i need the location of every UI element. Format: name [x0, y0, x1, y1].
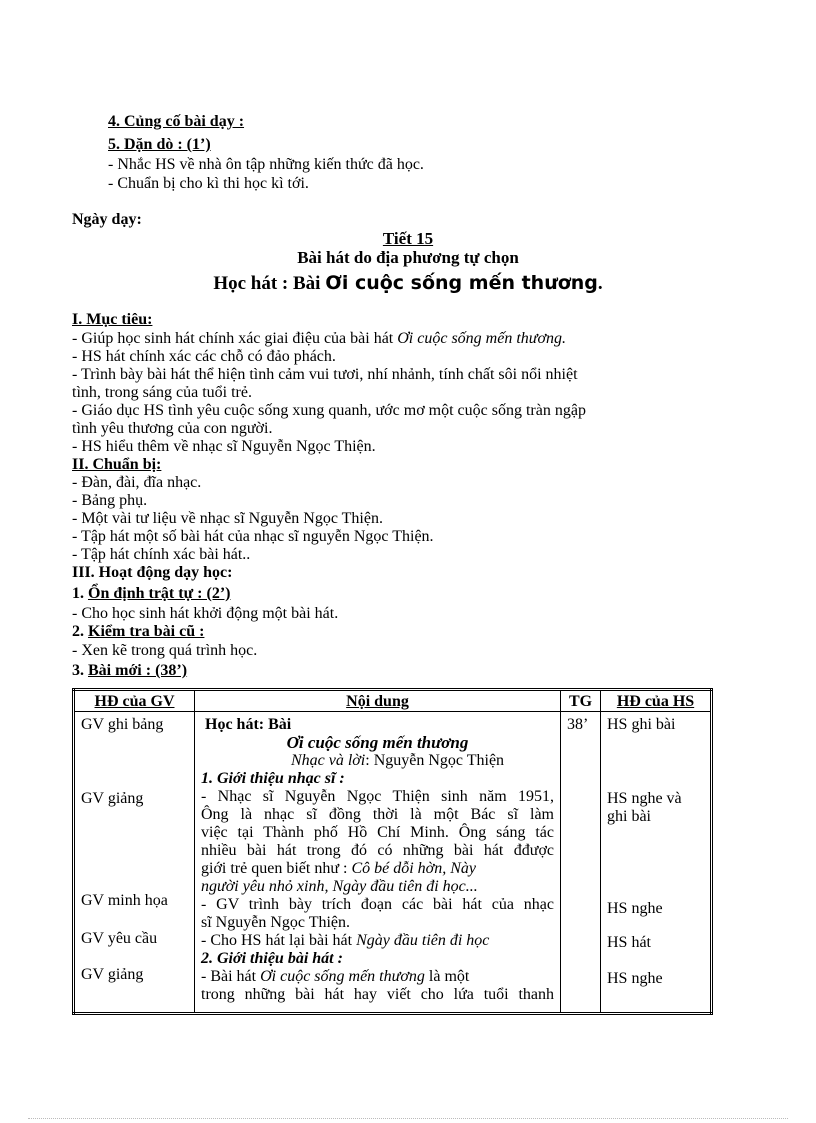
content-line-8: nhiều bài hát trong đó có những bài hát đđược: [201, 842, 554, 859]
objective-1-song: Ơi cuộc sống mến thương.: [397, 330, 567, 347]
header-time: TG: [561, 690, 601, 712]
objective-1-text: - Giúp học sinh hát chính xác giai điệu của bài hát: [72, 330, 398, 347]
homework-line-1: - Nhắc HS về nhà ôn tập những kiến thức đã học.: [108, 156, 424, 173]
content-line-15-song: Ơi cuộc sống mến thương: [260, 968, 425, 985]
content-line-9: [201, 860, 554, 878]
content-line-13-song: Ngày đầu tiên đi học: [356, 932, 490, 949]
step-3-number: 3.: [72, 662, 88, 679]
activities-heading: III. Hoạt động dạy học:: [72, 564, 233, 581]
author-name: : Nguyễn Ngọc Thiện: [365, 752, 505, 769]
gv-item-5: GV giảng: [81, 966, 144, 983]
gv-item-1: GV ghi bảng: [81, 716, 164, 733]
step-1-title: Ổn định trật tự : (2’): [88, 585, 231, 602]
prep-item-2: - Bảng phụ.: [72, 492, 148, 509]
content-line-9-text: giới trẻ quen biết như :: [201, 860, 352, 877]
objectives-heading: [72, 311, 152, 329]
content-section-1-heading: 1. Giới thiệu nhạc sĩ :: [201, 770, 345, 787]
time-value: 38’: [567, 716, 589, 733]
homework-line-2: - Chuẩn bị cho kì thi học kì tới.: [108, 175, 309, 192]
hs-item-1: HS ghi bài: [607, 716, 676, 733]
prep-item-4: - Tập hát một số bài hát của nhạc sĩ nguyễn Ngọc Thiện.: [72, 528, 434, 545]
content-section-2-heading: 2. Giới thiệu bài hát :: [201, 950, 343, 967]
header-student-activity: HĐ của HS: [601, 690, 712, 712]
objectives-title: I. Mục tiêu:: [72, 311, 153, 328]
objective-4: - Giáo dục HS tình yêu cuộc sống xung quanh, ước mơ một cuộc sống tràn ngập: [72, 402, 586, 419]
objective-4-cont: tình yêu thương của con người.: [72, 420, 273, 437]
hs-item-4: HS hát: [607, 934, 651, 951]
hs-item-2-cont: ghi bài: [607, 808, 651, 825]
date-label: Ngày dạy:: [72, 211, 142, 228]
objective-1: [72, 330, 566, 348]
prep-item-3: - Một vài tư liệu về nhạc sĩ Nguyễn Ngọc Thiện.: [72, 510, 383, 527]
content-line-13: [201, 932, 554, 950]
hs-item-2: HS nghe và: [607, 790, 682, 807]
objective-3: - Trình bày bài hát thể hiện tình cảm vui tươi, nhí nhảnh, tính chất sôi nổi nhiệt: [72, 366, 578, 383]
prep-item-1: - Đàn, đài, đĩa nhạc.: [72, 474, 202, 491]
music-lyrics-label: Nhạc và lời: [290, 752, 366, 769]
header-content: Nội dung: [195, 690, 561, 712]
section-4-heading: [108, 113, 244, 131]
step-2-text: - Xen kẽ trong quá trình học.: [72, 642, 258, 659]
lesson-subtitle: Bài hát do địa phương tự chọn: [297, 248, 519, 267]
teacher-activity-cell: [74, 712, 195, 1014]
header-teacher-activity: HĐ của GV: [74, 690, 195, 712]
homework-title: 5. Dặn dò : (1’): [108, 136, 211, 153]
step-3-title: Bài mới : (38’): [88, 662, 188, 679]
preparation-heading: [72, 456, 161, 474]
prep-item-5: - Tập hát chính xác bài hát..: [72, 546, 251, 563]
time-cell: [561, 712, 601, 1014]
table-header-row: [74, 690, 712, 712]
step-2-title: Kiểm tra bài cũ :: [88, 623, 205, 640]
content-line-11: - GV trình bày trích đoạn các bài hát của nhạc: [201, 896, 554, 913]
title-suffix: .: [597, 273, 603, 294]
lesson-title: [0, 271, 816, 296]
content-line-15-text: - Bài hát: [201, 968, 261, 985]
objective-3-cont: tình, trong sáng của tuổi trẻ.: [72, 384, 252, 401]
table-row: [74, 712, 712, 1014]
content-line-9-songs: Cô bé dỗi hờn, Này: [351, 860, 476, 877]
content-song-label: Học hát: Bài: [205, 716, 292, 733]
step-1-heading: [72, 585, 230, 603]
content-line-12: sĩ Nguyễn Ngọc Thiện.: [201, 914, 351, 931]
step-2-heading: [72, 623, 204, 641]
title-prefix: Học hát : Bài: [213, 273, 326, 294]
lesson-number: Tiết 15: [382, 229, 434, 248]
step-1-text: - Cho học sinh hát khởi động một bài hát.: [72, 605, 339, 622]
gv-item-3: GV minh họa: [81, 892, 168, 909]
content-song-title: Ơi cuộc sống mến thương: [286, 733, 469, 752]
lesson-table: [72, 688, 713, 1015]
objective-5: - HS hiểu thêm về nhạc sĩ Nguyễn Ngọc Thiện.: [72, 438, 376, 455]
page-bottom-divider: [28, 1118, 788, 1119]
content-line-5: - Nhạc sĩ Nguyễn Ngọc Thiện sinh năm 1951,: [201, 788, 554, 805]
hs-item-5: HS nghe: [607, 970, 663, 987]
section-5-heading: [108, 136, 211, 154]
content-line-16: trong những bài hát hay viết cho lứa tuổi thanh: [201, 986, 554, 1003]
content-line-15: [201, 968, 554, 986]
gv-item-2: GV giảng: [81, 790, 144, 807]
student-activity-cell: [601, 712, 712, 1014]
objective-2: - HS hát chính xác các chỗ có đảo phách.: [72, 348, 336, 365]
gv-item-4: GV yêu cầu: [81, 930, 158, 947]
content-line-10: người yêu nhỏ xinh, Ngày đầu tiên đi học...: [201, 878, 478, 895]
content-cell: [195, 712, 561, 1014]
preparation-title: II. Chuẩn bị:: [72, 456, 162, 473]
content-line-15-end: là một: [424, 968, 470, 985]
title-song: Ơi cuộc sống mến thương: [325, 272, 598, 294]
content-line-6: Ông là nhạc sĩ đồng thời là một Bác sĩ làm: [201, 806, 554, 823]
consolidation-title: 4. Củng cố bài dạy :: [108, 113, 245, 130]
hs-item-3: HS nghe: [607, 900, 663, 917]
content-line-13-text: - Cho HS hát lại bài hát: [201, 932, 357, 949]
content-author: [201, 752, 554, 770]
content-line-7: việc tại Thành phố Hồ Chí Minh. Ông sáng tác: [201, 824, 554, 841]
step-3-heading: [72, 662, 187, 680]
step-2-number: 2.: [72, 623, 88, 640]
step-1-number: 1.: [72, 585, 88, 602]
